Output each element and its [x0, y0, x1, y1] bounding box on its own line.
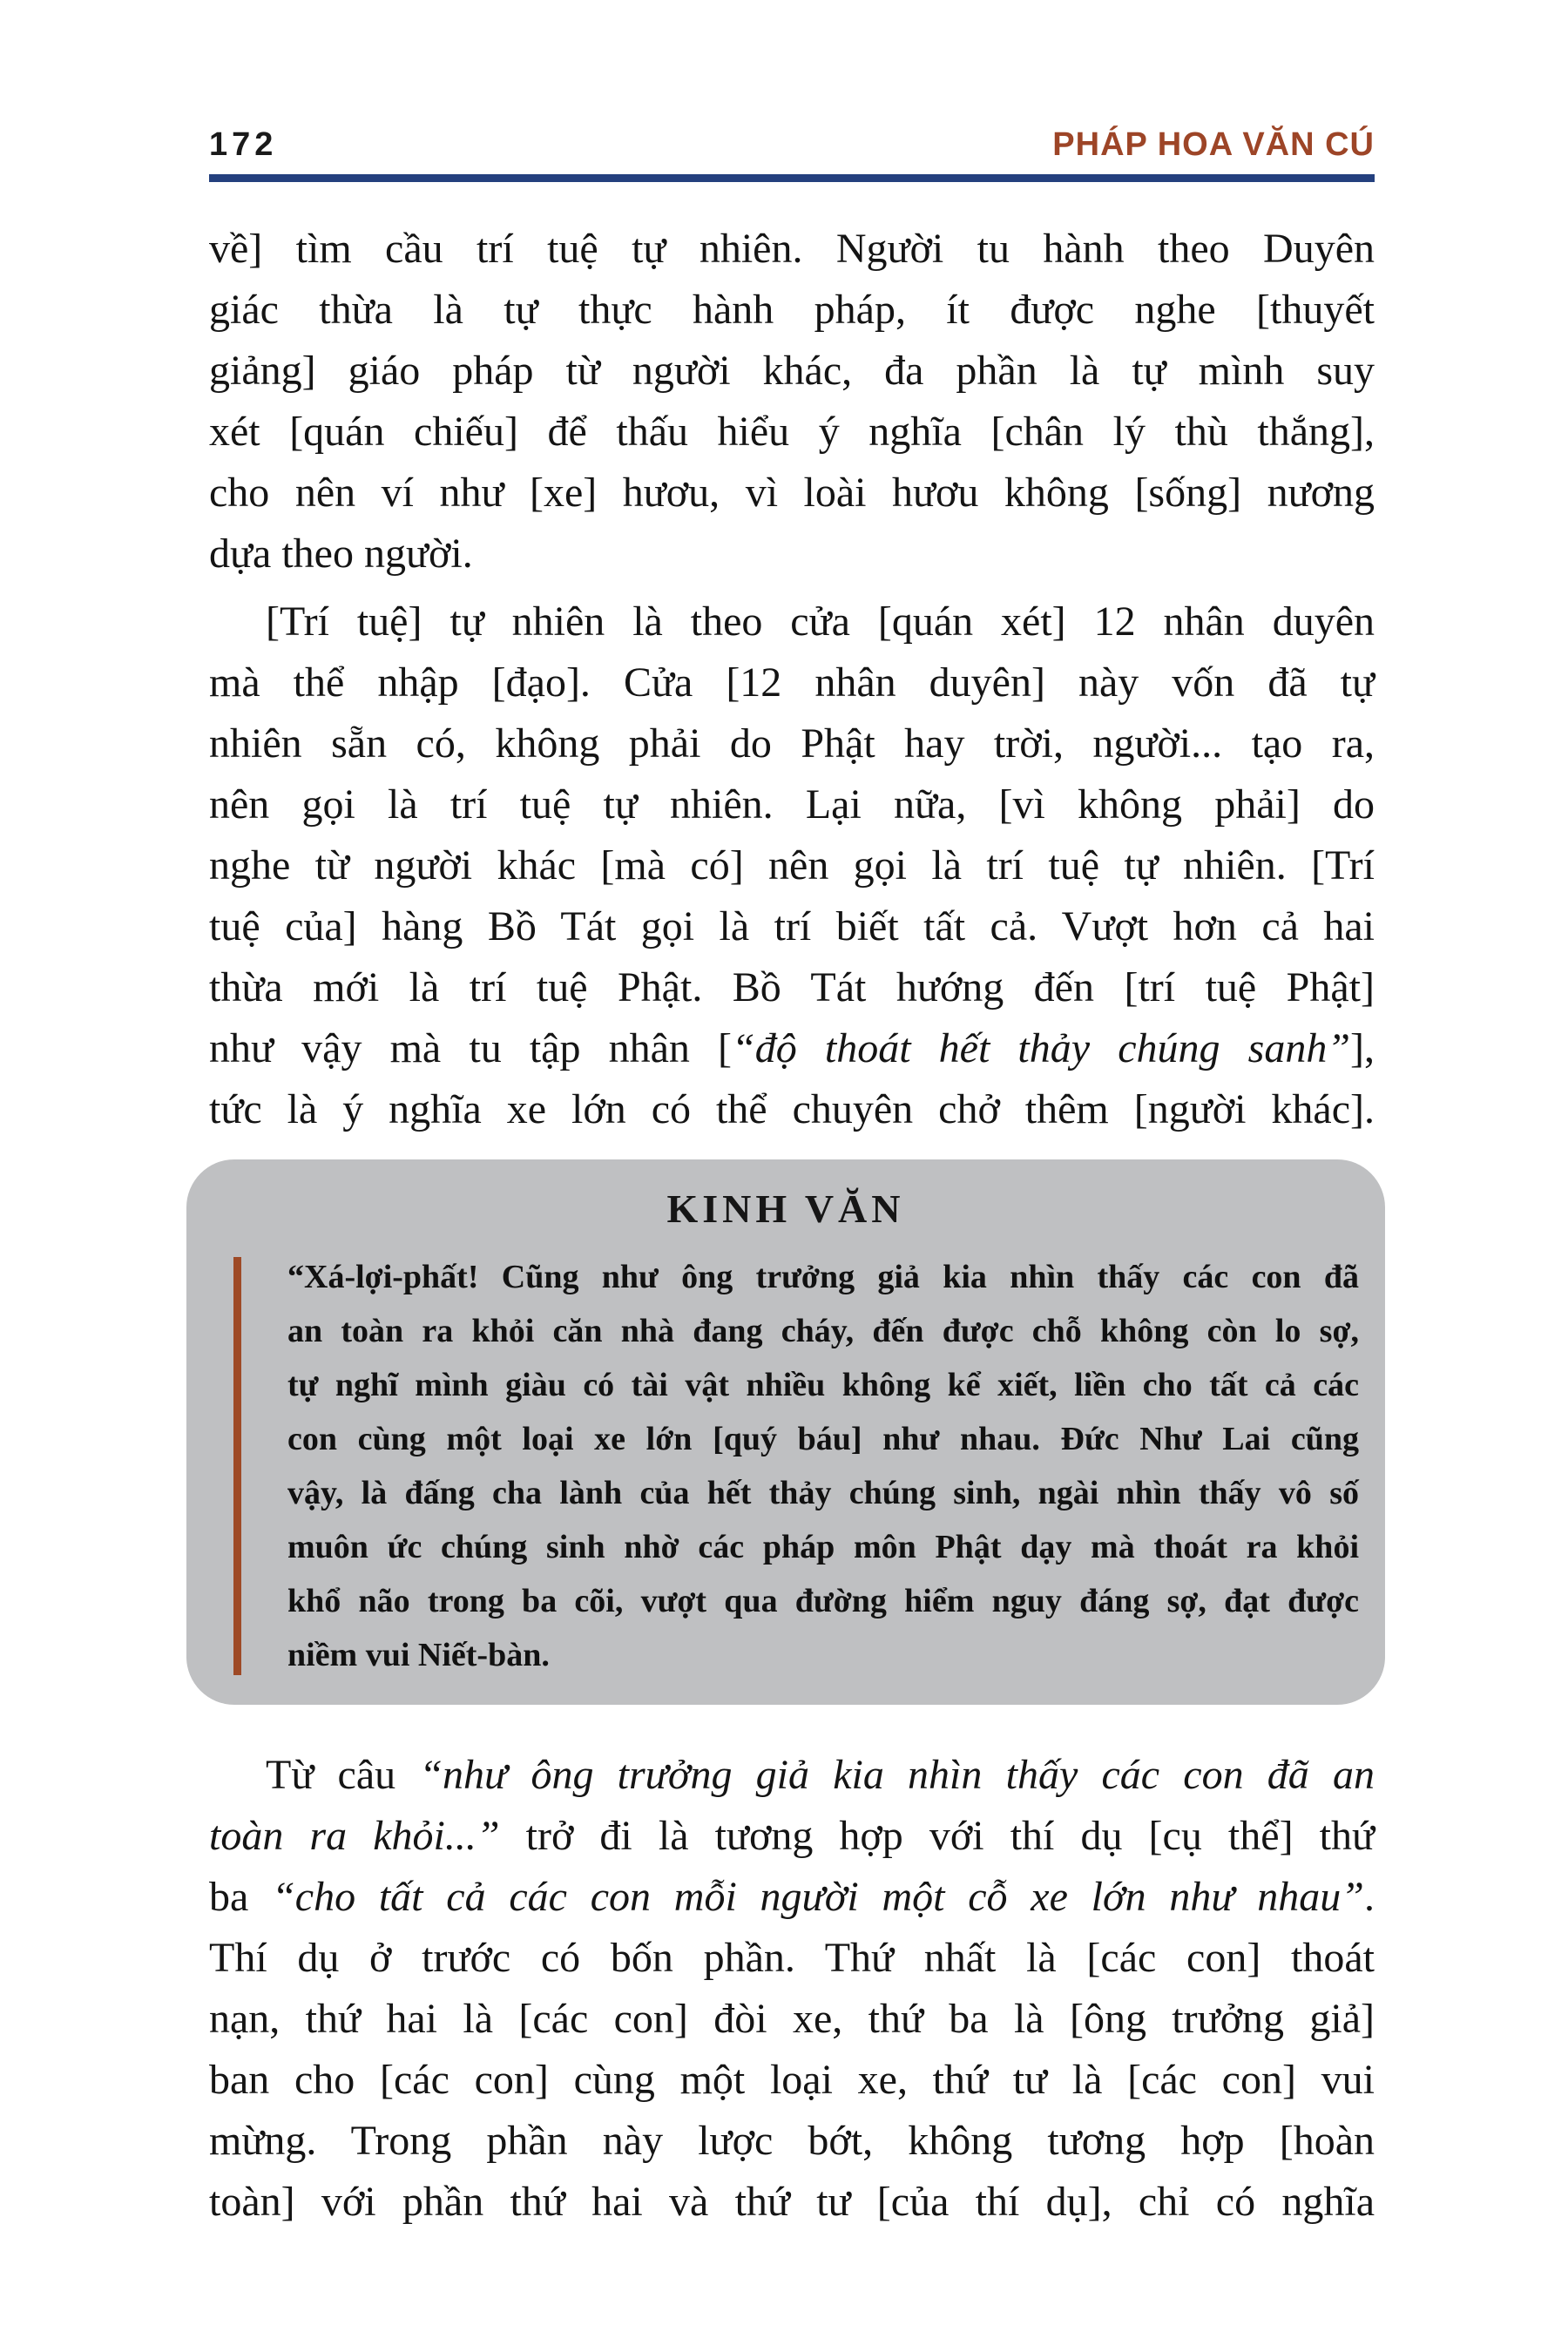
text-line [209, 591, 1375, 652]
text-line [209, 524, 1375, 585]
text-segment: cho nên ví như [xe] hươu, vì loài hươu không [sống] nương [209, 470, 1375, 516]
text-segment: ], [1350, 1025, 1375, 1071]
italic-text-segment: “như ông trưởng giả kia nhìn thấy các con đã an [419, 1752, 1375, 1798]
text-line [209, 1745, 1375, 1806]
text-line [209, 463, 1375, 524]
text-segment: khổ não trong ba cõi, vượt qua đường hiểm nguy đáng sợ, đạt được [287, 1583, 1359, 1619]
text-segment: Thí dụ ở trước có bốn phần. Thứ nhất là [các con] thoát [209, 1935, 1375, 1981]
text-line [287, 1574, 1359, 1628]
italic-text-segment: “độ thoát hết thảy chúng sanh” [732, 1025, 1351, 1071]
text-segment: vậy, là đấng cha lành của hết thảy chúng sinh, ngài nhìn thấy vô số [287, 1475, 1359, 1511]
text-segment: nên gọi là trí tuệ tự nhiên. Lại nữa, [vì không phải] do [209, 781, 1375, 828]
text-line [287, 1358, 1359, 1412]
text-line [209, 1018, 1375, 1079]
italic-text-segment: toàn ra khỏi...” [209, 1813, 500, 1859]
kinh-van-title: KINH VĂN [666, 1186, 905, 1231]
text-segment: [Trí tuệ] tự nhiên là theo cửa [quán xét] 12 nhân duyên [266, 598, 1375, 645]
text-line [287, 1304, 1359, 1358]
text-line [287, 1466, 1359, 1520]
text-line [209, 896, 1375, 957]
text-segment: xét [quán chiếu] để thấu hiểu ý nghĩa [chân lý thù thắng], [209, 409, 1375, 455]
text-line [287, 1628, 1359, 1682]
text-segment: mà thể nhập [đạo]. Cửa [12 nhân duyên] này vốn đã tự [209, 659, 1375, 706]
text-segment: ba [209, 1874, 273, 1920]
text-line [209, 1806, 1375, 1867]
text-segment: mừng. Trong phần này lược bớt, không tương hợp [hoàn [209, 2118, 1375, 2164]
kinh-van-box [186, 1159, 1385, 1705]
text-segment: . [1364, 1874, 1375, 1920]
text-line [209, 713, 1375, 774]
text-segment: niềm vui Niết-bàn. [287, 1637, 550, 1673]
kinh-van-quote [233, 1250, 1359, 1682]
text-segment: tức là ý nghĩa xe lớn có thể chuyên chở thêm [người khác]. [209, 1086, 1375, 1132]
text-line [209, 341, 1375, 402]
page-header [209, 0, 1375, 162]
text-segment: nghe từ người khác [mà có] nên gọi là trí tuệ tự nhiên. [Trí [209, 842, 1375, 889]
text-segment: muôn ức chúng sinh nhờ các pháp môn Phật dạy mà thoát ra khỏi [287, 1529, 1359, 1565]
running-title: PHÁP HOA VĂN CÚ [1052, 126, 1375, 163]
text-segment: nạn, thứ hai là [các con] đòi xe, thứ ba là [ông trưởng giả] [209, 1996, 1375, 2042]
text-line [287, 1250, 1359, 1304]
text-line [209, 652, 1375, 713]
text-line [287, 1412, 1359, 1466]
text-line [209, 2111, 1375, 2172]
paragraph [209, 219, 1375, 585]
text-segment: tự nghĩ mình giàu có tài vật nhiều không kể xiết, liền cho tất cả các [287, 1367, 1359, 1403]
page-number: 172 [209, 126, 278, 163]
text-segment: an toàn ra khỏi căn nhà đang cháy, đến được chỗ không còn lo sợ, [287, 1313, 1359, 1349]
text-segment: dựa theo người. [209, 531, 473, 577]
paragraph [209, 591, 1375, 1140]
text-segment: về] tìm cầu trí tuệ tự nhiên. Người tu hành theo Duyên [209, 226, 1375, 272]
text-line [287, 1520, 1359, 1574]
text-line [209, 2050, 1375, 2111]
text-line [209, 1867, 1375, 1928]
italic-text-segment: “cho tất cả các con mỗi người một cỗ xe lớn như nhau” [272, 1874, 1365, 1920]
text-segment: nhiên sẵn có, không phải do Phật hay trời, người... tạo ra, [209, 720, 1375, 767]
text-segment: “Xá-lợi-phất! Cũng như ông trưởng giả kia nhìn thấy các con đã [287, 1259, 1359, 1295]
text-segment: toàn] với phần thứ hai và thứ tư [của thí dụ], chỉ có nghĩa [209, 2179, 1375, 2225]
text-line [209, 957, 1375, 1018]
text-segment: như vậy mà tu tập nhân [ [209, 1025, 733, 1071]
paragraph [209, 1745, 1375, 2233]
text-segment: thừa mới là trí tuệ Phật. Bồ Tát hướng đến [trí tuệ Phật] [209, 964, 1375, 1010]
text-segment: giảng] giáo pháp từ người khác, đa phần là tự mình suy [209, 348, 1375, 394]
text-segment: tuệ của] hàng Bồ Tát gọi là trí biết tất cả. Vượt hơn cả hai [209, 903, 1375, 950]
quote-left-bar [233, 1257, 241, 1675]
text-line [209, 1989, 1375, 2050]
text-line [209, 219, 1375, 280]
text-line [209, 280, 1375, 341]
text-line [209, 1079, 1375, 1140]
text-segment: ban cho [các con] cùng một loại xe, thứ tư là [các con] vui [209, 2057, 1375, 2103]
text-segment: Từ câu [266, 1752, 420, 1798]
text-line [209, 2172, 1375, 2233]
text-line [209, 835, 1375, 896]
text-line [209, 774, 1375, 835]
text-line [209, 1928, 1375, 1989]
text-segment: con cùng một loại xe lớn [quý báu] như nhau. Đức Như Lai cũng [287, 1421, 1359, 1457]
page-body [209, 219, 1375, 2233]
header-rule [209, 174, 1375, 182]
text-line [209, 402, 1375, 463]
text-segment: trở đi là tương hợp với thí dụ [cụ thể] thứ [499, 1813, 1375, 1859]
text-segment: giác thừa là tự thực hành pháp, ít được nghe [thuyết [209, 287, 1375, 333]
